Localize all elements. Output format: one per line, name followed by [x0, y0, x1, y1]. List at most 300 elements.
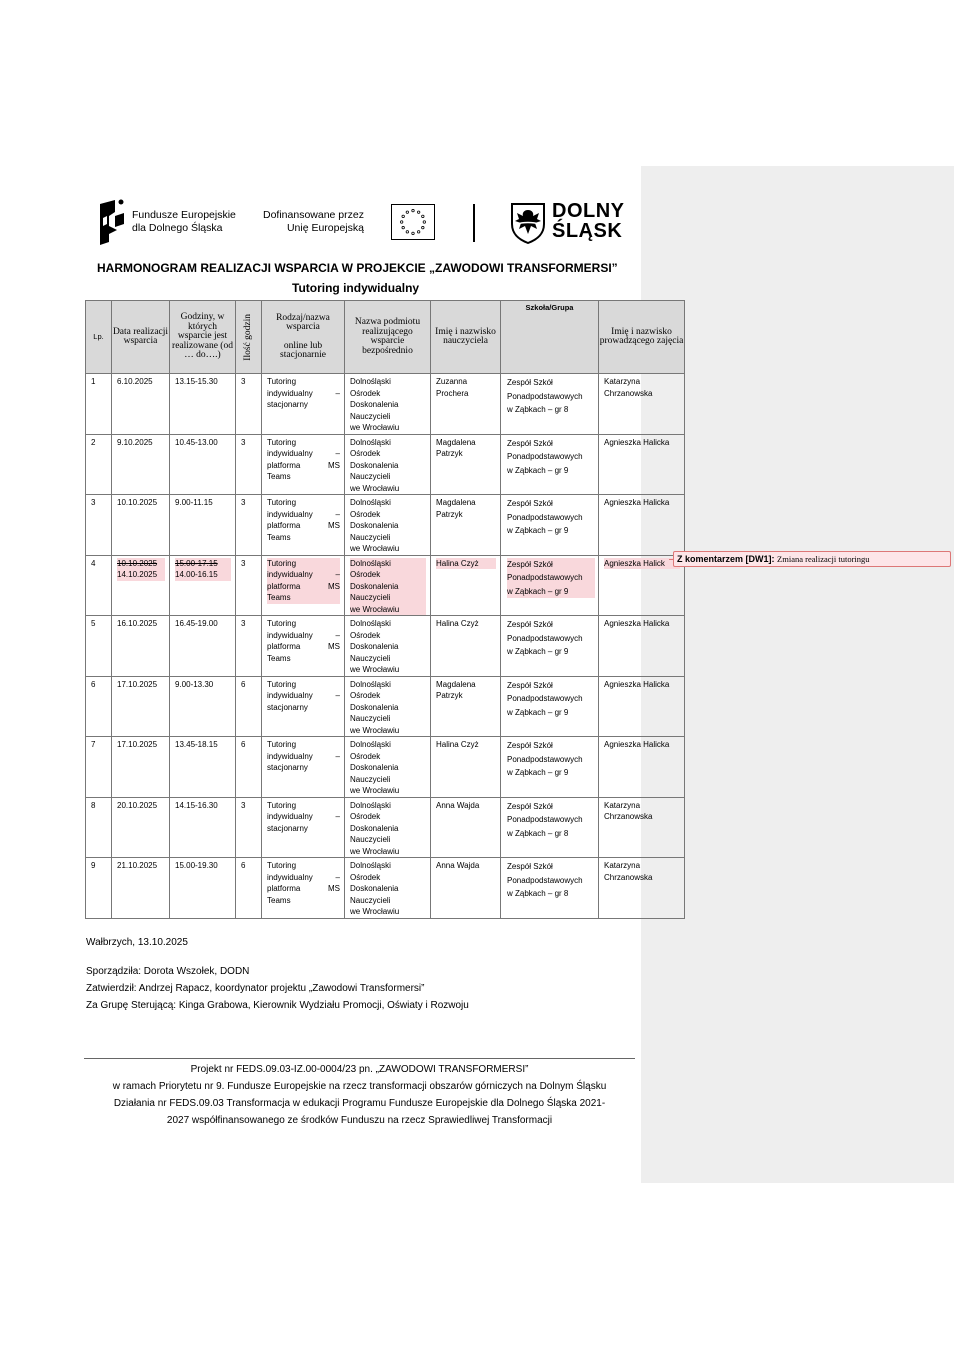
row-school-l2: Ponadpodstawowych [507, 391, 583, 401]
cell-entity [345, 555, 431, 616]
row-leader-l1: Agnieszka Halicka [604, 498, 670, 507]
row-type-l1: Tutoring [267, 740, 297, 749]
header-type [262, 301, 345, 374]
row-entity-l1: Dolnośląski [350, 619, 391, 628]
row-hours: 13.15-15.30 [175, 377, 218, 386]
cell-teacher [431, 374, 501, 435]
row-date: 17.10.2025 [117, 679, 158, 689]
row-entity-l4: Nauczycieli [350, 472, 391, 481]
row-hours: 9.00-13.30 [175, 679, 214, 689]
row-school-l3: w Ząbkach – gr 9 [507, 585, 595, 599]
cell-school [501, 676, 599, 737]
cell-teacher [431, 676, 501, 737]
cell-leader [599, 434, 685, 495]
row-type-l3a: platforma [267, 581, 301, 591]
cell-hours [170, 676, 236, 737]
comment-balloon[interactable] [673, 551, 951, 567]
row-type-l1: Tutoring [267, 437, 297, 447]
ds-logo-line2: ŚLĄSK [552, 220, 623, 242]
cell-teacher [431, 555, 501, 616]
row-count: 6 [241, 679, 246, 689]
cell-lp [86, 434, 112, 495]
cell-count [236, 797, 262, 858]
row-type-l1: Tutoring [267, 377, 297, 386]
cell-type [262, 555, 345, 616]
cell-date [112, 737, 170, 798]
row-entity-l1: Dolnośląski [350, 861, 391, 870]
row-type-l3b: MS [328, 460, 340, 470]
row-entity-l3: Doskonalenia [350, 581, 426, 593]
cell-hours [170, 616, 236, 677]
document-subtitle: Tutoring indywidualny [292, 281, 420, 295]
row-count: 3 [241, 498, 246, 507]
row-type-l2b: – [335, 630, 340, 640]
cell-count [236, 737, 262, 798]
row-entity-l1: Dolnośląski [350, 740, 391, 749]
cell-school [501, 858, 599, 919]
cell-hours [170, 495, 236, 556]
row-entity-l4: Nauczycieli [350, 895, 391, 905]
row-count: 3 [241, 800, 246, 810]
cell-lp [86, 858, 112, 919]
approved-by: Zatwierdził: Andrzej Rapacz, koordynator projektu „Zawodowi Transformersi” [86, 983, 425, 994]
eu-funding-line2: Unię Europejską [286, 222, 364, 234]
header-date: Data realizacji wsparcia [112, 301, 170, 374]
row-leader-l1: Katarzyna [604, 861, 641, 870]
row-leader-l2: Chrzanowska [604, 388, 653, 398]
cell-school [501, 495, 599, 556]
row-school-l3: w Ząbkach – gr 9 [507, 707, 569, 717]
header-count [236, 301, 262, 374]
cell-teacher [431, 858, 501, 919]
row-type-l4: Teams [267, 592, 340, 604]
row-type-l2b: – [335, 812, 340, 821]
row-teacher-l2: Patrzyk [436, 449, 463, 458]
row-hours-old: 15.00-17.15 [175, 558, 231, 570]
row-type-l2a: indywidualny [267, 509, 313, 519]
row-count: 6 [241, 740, 246, 749]
cell-type [262, 495, 345, 556]
row-entity-l1: Dolnośląski [350, 679, 391, 689]
cell-date [112, 434, 170, 495]
cell-entity [345, 797, 431, 858]
cell-count [236, 858, 262, 919]
cell-teacher [431, 495, 501, 556]
prepared-by: Sporządziła: Dorota Wszołek, DODN [86, 966, 250, 977]
cell-hours [170, 737, 236, 798]
row-date: 16.10.2025 [117, 619, 158, 628]
table-row [86, 616, 685, 677]
row-teacher-l1: Zuzanna [436, 377, 468, 386]
row-school-l2: Ponadpodstawowych [507, 754, 583, 764]
row-teacher-l2: Patrzyk [436, 691, 463, 700]
row-entity-l4: Nauczycieli [350, 411, 391, 421]
footer-line3: Działania nr FEDS.09.03 Transformacja w edukacji Programu Fundusze Europejskie dla Dolnego Śląska 2021- [113, 1098, 606, 1109]
cell-date [112, 676, 170, 737]
table-header-row [86, 301, 685, 374]
cell-count [236, 676, 262, 737]
row-entity-l4: Nauczycieli [350, 653, 391, 663]
row-leader-l1: Agnieszka Halicka [604, 740, 670, 749]
table-row [86, 797, 685, 858]
eu-funding-line1: Dofinansowane przez [263, 209, 364, 221]
row-type-l3a: stacjonarny [267, 763, 308, 772]
cell-lp [86, 676, 112, 737]
row-teacher-l1: Anna Wajda [436, 861, 480, 870]
row-leader-l1: Katarzyna [604, 377, 641, 386]
row-entity-l2: Ośrodek [350, 872, 381, 882]
cell-school [501, 616, 599, 677]
row-school-l2: Ponadpodstawowych [507, 452, 583, 461]
header-entity: Nazwa podmiotu realizującego wsparcie bezpośrednio [345, 301, 431, 374]
row-entity-l3: Doskonalenia [350, 823, 399, 833]
row-count: 3 [241, 377, 246, 386]
row-leader-l2: Chrzanowska [604, 872, 653, 882]
row-teacher-l1: Magdalena [436, 498, 476, 507]
row-entity-l3: Doskonalenia [350, 521, 399, 530]
row-type-l3a: stacjonarny [267, 823, 308, 833]
row-school-l3: w Ząbkach – gr 9 [507, 465, 569, 475]
cell-count [236, 434, 262, 495]
row-type-l3b: MS [328, 521, 340, 530]
document-title: HARMONOGRAM REALIZACJI WSPARCIA W PROJEKCIE „ZAWODOWI TRANSFORMERSI” [97, 261, 618, 275]
footer-rule [84, 1058, 635, 1059]
cell-entity [345, 858, 431, 919]
row-lp: 2 [91, 437, 96, 447]
steering-group: Za Grupę Sterującą: Kinga Grabowa, Kierownik Wydziału Promocji, Oświaty i Rozwoju [86, 1000, 469, 1011]
table-row [86, 676, 685, 737]
row-count: 3 [241, 558, 246, 568]
cell-school [501, 434, 599, 495]
row-type-l2a: indywidualny [267, 751, 313, 761]
row-entity-l5: we Wrocławiu [350, 786, 400, 795]
row-school-l1: Zespół Szkół [507, 680, 553, 690]
row-leader-l1: Agnieszka Halicka [604, 437, 670, 447]
cell-entity [345, 434, 431, 495]
row-count: 3 [241, 619, 246, 628]
row-entity-l4: Nauczycieli [350, 592, 426, 604]
cell-type [262, 616, 345, 677]
cell-lp [86, 374, 112, 435]
row-entity-l5: we Wrocławiu [350, 604, 426, 616]
row-teacher-l1: Magdalena [436, 679, 476, 689]
row-school-l3: w Ząbkach – gr 8 [507, 405, 569, 414]
eu-flag-icon [391, 204, 435, 240]
row-school-l1: Zespół Szkół [507, 620, 553, 629]
row-entity-l2: Ośrodek [350, 691, 381, 700]
row-lp: 9 [91, 861, 96, 870]
row-leader-l1: Agnieszka Halicka [604, 619, 670, 628]
cell-entity [345, 676, 431, 737]
cell-leader [599, 676, 685, 737]
header-school: Szkoła/Grupa [501, 301, 599, 374]
row-type-l2b: – [335, 388, 340, 398]
row-date: 14.10.2025 [117, 569, 165, 581]
row-type-l1: Tutoring [267, 558, 297, 568]
footer-line2: w ramach Priorytetu nr 9. Fundusze Europejskie na rzecz transformacji obszarów górniczych na Dolnym Śląsku [112, 1081, 607, 1092]
cell-type [262, 797, 345, 858]
row-entity-l3: Doskonalenia [350, 460, 399, 470]
row-school-l2: Ponadpodstawowych [507, 694, 583, 703]
row-entity-l4: Nauczycieli [350, 835, 391, 844]
row-entity-l3: Doskonalenia [350, 702, 399, 712]
row-entity-l2: Ośrodek [350, 812, 381, 821]
footer-line1: Projekt nr FEDS.09.03-IZ.00-0004/23 pn. „ZAWODOWI TRANSFORMERSI” [190, 1064, 529, 1075]
comment-text: Zmiana realizacji tutoringu [777, 554, 870, 564]
row-lp: 8 [91, 800, 96, 810]
cell-school [501, 737, 599, 798]
row-entity-l1: Dolnośląski [350, 437, 391, 447]
row-entity-l4: Nauczycieli [350, 714, 391, 723]
cell-leader [599, 616, 685, 677]
logo-separator [473, 204, 475, 242]
place-date: Wałbrzych, 13.10.2025 [86, 937, 188, 948]
row-hours: 15.00-19.30 [175, 861, 218, 870]
cell-lp [86, 495, 112, 556]
table-row [86, 495, 685, 556]
row-lp: 4 [91, 558, 96, 568]
row-date: 17.10.2025 [117, 740, 158, 749]
row-entity-l5: we Wrocławiu [350, 725, 400, 735]
cell-teacher [431, 797, 501, 858]
lower-silesia-crest-icon [510, 202, 546, 244]
row-school-l1: Zespół Szkół [507, 741, 553, 750]
row-teacher-l1: Halina Czyż [436, 740, 479, 749]
row-school-l1: Zespół Szkół [507, 801, 553, 811]
row-type-l4: Teams [267, 532, 291, 542]
table-row [86, 858, 685, 919]
row-entity-l4: Nauczycieli [350, 774, 391, 784]
header-lp: Lp. [86, 301, 112, 374]
row-teacher-l2: Prochera [436, 388, 469, 398]
row-school-l3: w Ząbkach – gr 9 [507, 768, 569, 777]
header-hours: Godziny, w których wsparcie jest realizowane (od … do….) [170, 301, 236, 374]
cell-school [501, 555, 599, 616]
row-type-l3a: platforma [267, 642, 301, 651]
cell-lp [86, 797, 112, 858]
row-leader-l1: Agnieszka Halicka [604, 679, 670, 689]
fe-logo-line1: Fundusze Europejskie [132, 209, 236, 221]
cell-hours [170, 374, 236, 435]
row-entity-l2: Ośrodek [350, 449, 381, 458]
row-type-l2b: – [335, 449, 340, 458]
row-school-l3: w Ząbkach – gr 9 [507, 526, 569, 535]
row-type-l1: Tutoring [267, 679, 297, 689]
cell-type [262, 737, 345, 798]
row-type-l2b: – [335, 570, 340, 579]
cell-teacher [431, 434, 501, 495]
row-hours: 9.00-11.15 [175, 498, 213, 507]
row-type-l2a: indywidualny [267, 449, 313, 458]
comment-label: Z komentarzem [DW1]: [677, 554, 775, 564]
cell-entity [345, 374, 431, 435]
footer [84, 1061, 635, 1129]
row-type-l3b: MS [328, 642, 340, 651]
row-school-l1: Zespół Szkół [507, 499, 553, 508]
row-leader-l1: Agnieszka Halick [604, 558, 680, 570]
fe-logo-line2: dla Dolnego Śląska [132, 222, 223, 234]
row-type-l3a: stacjonarny [267, 400, 308, 409]
row-type-l2a: indywidualny [267, 630, 313, 640]
row-type-l3a: platforma [267, 521, 301, 530]
row-type-l1: Tutoring [267, 619, 297, 628]
table-row [86, 555, 685, 616]
lower-silesia-logo-text [552, 201, 625, 241]
row-teacher-l1: Halina Czyż [436, 558, 496, 570]
row-entity-l1: Dolnośląski [350, 498, 391, 507]
row-entity-l2: Ośrodek [350, 751, 381, 761]
footer-line4: 2027 współfinansowanego ze środków Funduszu na rzecz Sprawiedliwej Transformacji [166, 1115, 553, 1126]
row-entity-l5: we Wrocławiu [350, 544, 400, 553]
row-hours: 14.15-16.30 [175, 800, 218, 810]
row-type-l2a: indywidualny [267, 872, 313, 882]
row-date: 20.10.2025 [117, 800, 158, 810]
row-date-old: 10.10.2025 [117, 558, 165, 570]
cell-hours [170, 858, 236, 919]
header-teacher: Imię i nazwisko nauczyciela [431, 301, 501, 374]
eu-funding-text [263, 209, 364, 235]
row-entity-l5: we Wrocławiu [350, 423, 400, 432]
comment-pane [641, 166, 954, 1183]
row-date: 6.10.2025 [117, 377, 153, 386]
cell-teacher [431, 616, 501, 677]
row-type-l2b: – [335, 509, 340, 519]
row-entity-l1: Dolnośląski [350, 377, 391, 386]
logo-bar [97, 194, 637, 250]
row-count: 6 [241, 861, 246, 870]
row-school-l2: Ponadpodstawowych [507, 512, 583, 522]
cell-date [112, 495, 170, 556]
row-type-l3a: platforma [267, 884, 301, 893]
row-school-l2: Ponadpodstawowych [507, 875, 583, 885]
cell-leader [599, 555, 685, 616]
row-entity-l2: Ośrodek [350, 388, 381, 398]
row-type-l4: Teams [267, 472, 291, 481]
header-leader: Imię i nazwisko prowadzącego zajęcia [599, 301, 685, 374]
row-type-l2a: indywidualny [267, 570, 313, 579]
row-hours: 10.45-13.00 [175, 437, 218, 447]
cell-entity [345, 737, 431, 798]
cell-entity [345, 495, 431, 556]
ds-logo-line1: DOLNY [552, 200, 625, 222]
cell-hours [170, 434, 236, 495]
row-school-l1: Zespół Szkół [507, 378, 553, 387]
cell-leader [599, 737, 685, 798]
cell-date [112, 797, 170, 858]
cell-count [236, 555, 262, 616]
header-count-label: Ilość godzin [242, 313, 253, 361]
cell-hours [170, 555, 236, 616]
cell-leader [599, 495, 685, 556]
cell-date [112, 616, 170, 677]
row-entity-l2: Ośrodek [350, 569, 426, 581]
row-lp: 5 [91, 619, 96, 628]
row-type-l3b: MS [328, 581, 340, 591]
row-leader-l2: Chrzanowska [604, 812, 653, 821]
row-date: 10.10.2025 [117, 498, 158, 507]
header-type-a: Rodzaj/nazwa wsparcia [276, 312, 330, 332]
row-leader-l1: Katarzyna [604, 800, 641, 810]
row-type-l3a: platforma [267, 460, 301, 470]
cell-leader [599, 374, 685, 435]
row-type-l4: Teams [267, 895, 291, 905]
cell-count [236, 616, 262, 677]
cell-date [112, 858, 170, 919]
row-type-l2a: indywidualny [267, 388, 313, 398]
row-type-l1: Tutoring [267, 498, 297, 507]
row-school-l1: Zespół Szkół [507, 862, 553, 871]
row-school-l2: Ponadpodstawowych [507, 571, 595, 585]
row-type-l3b: MS [328, 884, 340, 893]
row-date: 9.10.2025 [117, 437, 153, 447]
row-type-l2b: – [335, 872, 340, 882]
row-lp: 7 [91, 740, 96, 749]
cell-date [112, 555, 170, 616]
row-type-l4: Teams [267, 653, 291, 663]
cell-type [262, 676, 345, 737]
row-entity-l5: we Wrocławiu [350, 907, 400, 916]
row-type-l2a: indywidualny [267, 812, 313, 821]
row-school-l1: Zespół Szkół [507, 438, 553, 448]
row-teacher-l1: Magdalena [436, 437, 476, 447]
row-school-l3: w Ząbkach – gr 8 [507, 889, 569, 898]
row-lp: 6 [91, 679, 96, 689]
cell-type [262, 434, 345, 495]
cell-leader [599, 797, 685, 858]
row-teacher-l1: Halina Czyż [436, 619, 479, 628]
row-school-l2: Ponadpodstawowych [507, 815, 583, 824]
cell-hours [170, 797, 236, 858]
table-row [86, 434, 685, 495]
cell-type [262, 374, 345, 435]
table-row [86, 374, 685, 435]
cell-teacher [431, 737, 501, 798]
row-entity-l2: Ośrodek [350, 509, 381, 519]
row-type-l2b: – [335, 751, 340, 761]
row-type-l1: Tutoring [267, 800, 297, 810]
row-entity-l3: Doskonalenia [350, 642, 399, 651]
cell-lp [86, 737, 112, 798]
row-entity-l5: we Wrocławiu [350, 846, 400, 856]
cell-entity [345, 616, 431, 677]
cell-leader [599, 858, 685, 919]
row-entity-l2: Ośrodek [350, 630, 381, 640]
cell-school [501, 374, 599, 435]
row-hours: 14.00-16.15 [175, 569, 231, 581]
row-type-l3a: stacjonarny [267, 702, 308, 712]
row-entity-l3: Doskonalenia [350, 763, 399, 772]
cell-lp [86, 616, 112, 677]
row-count: 3 [241, 437, 246, 447]
row-entity-l3: Doskonalenia [350, 400, 399, 409]
cell-lp [86, 555, 112, 616]
row-lp: 3 [91, 498, 96, 507]
cell-type [262, 858, 345, 919]
row-entity-l5: we Wrocławiu [350, 483, 400, 493]
row-hours: 16.45-19.00 [175, 619, 218, 628]
row-date: 21.10.2025 [117, 861, 158, 870]
fe-logo-text [132, 209, 236, 235]
header-type-b: online lub stacjonarnie [280, 340, 326, 360]
row-entity-l1: Dolnośląski [350, 800, 391, 810]
cell-date [112, 374, 170, 435]
row-school-l2: Ponadpodstawowych [507, 633, 583, 643]
row-entity-l3: Doskonalenia [350, 884, 399, 893]
row-entity-l1: Dolnośląski [350, 558, 426, 570]
cell-count [236, 374, 262, 435]
row-type-l1: Tutoring [267, 861, 297, 870]
row-type-l2b: – [335, 691, 340, 700]
